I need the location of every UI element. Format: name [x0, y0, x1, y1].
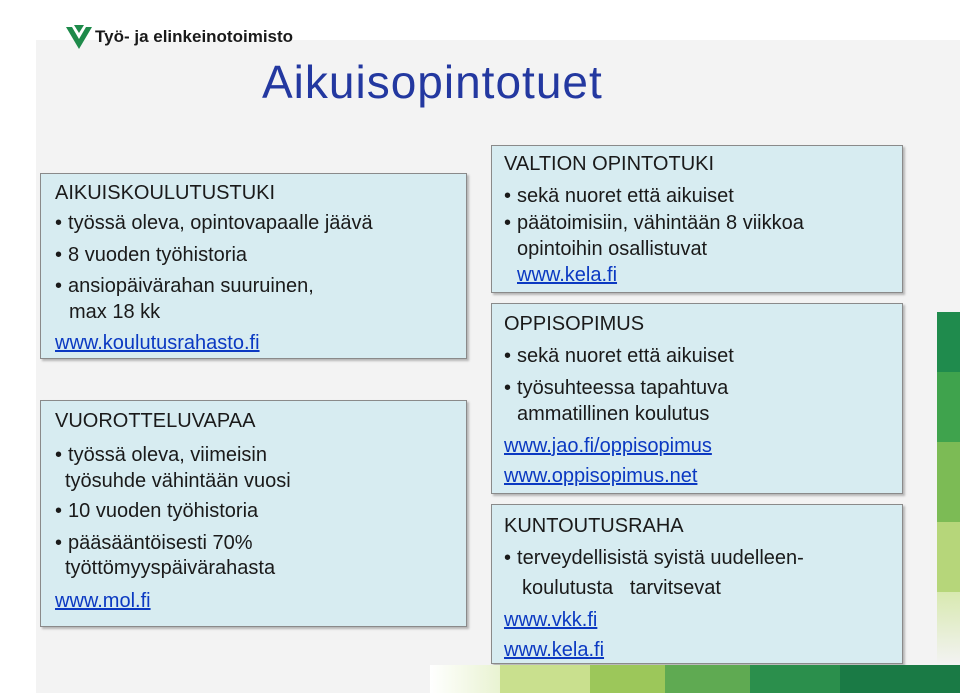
list-item: • terveydellisistä syistä uudelleen- [504, 547, 804, 570]
list-item: • työssä oleva, opintovapaalle jäävä [55, 212, 373, 235]
side-stripe [937, 522, 960, 592]
bottom-stripe [500, 665, 590, 693]
box-aikuiskoulutustuki [40, 173, 467, 359]
org-name: Työ- ja elinkeinotoimisto [95, 27, 294, 46]
logo-icon [64, 23, 94, 53]
jao-oppisopimus-link[interactable]: www.jao.fi/oppisopimus [504, 435, 712, 457]
box-valtion-opintotuki [491, 145, 903, 293]
list-item: • sekä nuoret että aikuiset [504, 185, 734, 208]
list-item: • 10 vuoden työhistoria [55, 500, 258, 523]
box-kuntoutusraha [491, 504, 903, 664]
list-item-continuation: työsuhde vähintään vuosi [65, 470, 291, 492]
list-item-continuation: ammatillinen koulutus [517, 403, 710, 425]
kela-link[interactable]: www.kela.fi [504, 639, 605, 661]
mol-link[interactable]: www.mol.fi [55, 590, 151, 612]
list-item: • 8 vuoden työhistoria [55, 244, 247, 267]
box-heading: VALTION OPINTOTUKI [504, 153, 715, 175]
vkk-link[interactable]: www.vkk.fi [504, 609, 598, 631]
bottom-stripe [665, 665, 750, 693]
side-stripe [937, 372, 960, 442]
koulutusrahasto-link[interactable]: www.koulutusrahasto.fi [55, 332, 260, 354]
side-stripe [937, 312, 960, 372]
bottom-stripe [430, 665, 500, 693]
list-item: • pääsääntöisesti 70% [55, 532, 253, 555]
list-item-continuation: työttömyyspäivärahasta [65, 557, 276, 579]
box-oppisopimus [491, 303, 903, 494]
box-heading: OPPISOPIMUS [504, 313, 645, 335]
box-vuorotteluvapaa [40, 400, 467, 627]
list-item-continuation: max 18 kk [69, 301, 161, 323]
kela-link[interactable]: www.kela.fi [517, 264, 618, 286]
bottom-stripe [840, 665, 960, 693]
list-item: • sekä nuoret että aikuiset [504, 345, 734, 368]
bottom-stripe [590, 665, 665, 693]
side-stripe [937, 592, 960, 665]
side-stripe [937, 442, 960, 522]
list-item-continuation: koulutusta tarvitsevat [522, 577, 721, 599]
box-heading: KUNTOUTUSRAHA [504, 515, 684, 537]
list-item: • työssä oleva, viimeisin [55, 444, 267, 467]
list-item: • työsuhteessa tapahtuva [504, 377, 728, 400]
box-heading: AIKUISKOULUTUSTUKI [55, 182, 276, 204]
list-item: • päätoimisiin, vähintään 8 viikkoa [504, 212, 804, 235]
list-item: • ansiopäivärahan suuruinen, [55, 275, 314, 298]
page-title: Aikuisopintotuet [262, 56, 603, 108]
oppisopimus-link[interactable]: www.oppisopimus.net [504, 465, 698, 487]
list-item-continuation: opintoihin osallistuvat [517, 238, 708, 260]
box-heading: VUOROTTELUVAPAA [55, 410, 256, 432]
bottom-stripe [750, 665, 840, 693]
